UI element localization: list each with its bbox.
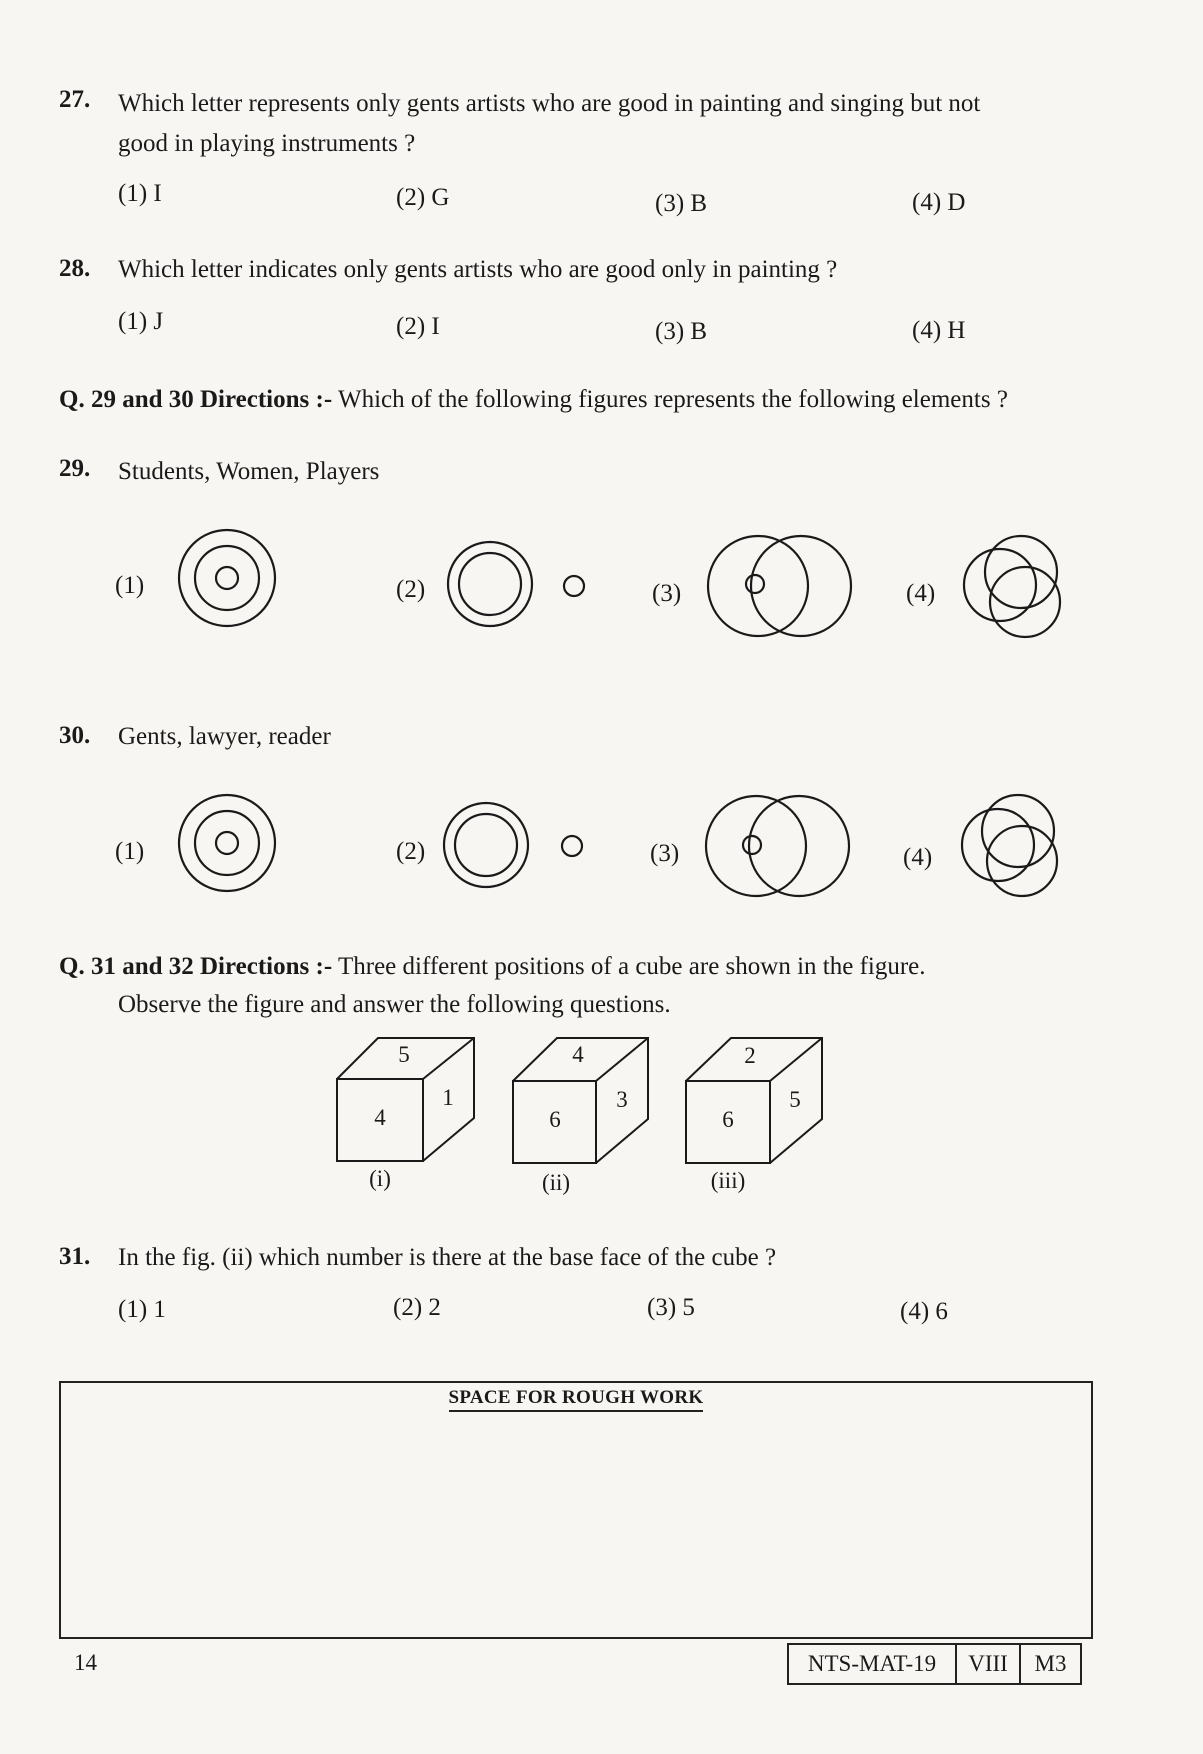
q27-text: Which letter represents only gents artists who are good in painting and singing but not: [118, 90, 981, 117]
q30-option-4: (4): [903, 844, 933, 871]
directions-text: Which of the following figures represents the following elements ?: [337, 386, 1008, 413]
q31-text: In the fig. (ii) which number is there at the base face of the cube ?: [118, 1244, 777, 1271]
q27-option-2: (2) G: [396, 184, 450, 211]
cube-iii-top-value: 2: [744, 1043, 756, 1068]
rough-work-title: SPACE FOR ROUGH WORK: [449, 1387, 704, 1412]
q30-overlapping-circles: [706, 796, 849, 896]
cube-ii-top-value: 4: [572, 1042, 584, 1067]
q30-option-3: (3): [650, 840, 680, 867]
cube-iii-front-value: 6: [722, 1107, 734, 1132]
q29-option-4: (4): [906, 580, 936, 607]
page-number: 14: [74, 1650, 97, 1675]
q30-three-intersecting-circles: [962, 795, 1057, 896]
q30-option-1: (1): [115, 838, 145, 865]
q30-circle-with-separate-circle: [444, 803, 582, 887]
q28-option-2: (2) I: [396, 313, 440, 340]
cube-ii-side-value: 3: [616, 1087, 628, 1112]
q29-text: Students, Women, Players: [118, 458, 380, 485]
cube-iii-caption: (iii): [710, 1168, 746, 1193]
cube-i-front-value: 4: [374, 1105, 386, 1130]
q31-option-2: (2) 2: [393, 1294, 441, 1321]
rough-work-box: [59, 1381, 1093, 1639]
cube-ii-caption: (ii): [541, 1170, 571, 1195]
cube-iii-side-value: 5: [789, 1087, 801, 1112]
q28-option-1: (1) J: [118, 308, 164, 335]
q29-concentric-circles: [179, 530, 275, 626]
q27-option-1: (1) I: [118, 180, 162, 207]
q27-text-cont: good in playing instruments ?: [118, 130, 416, 157]
cube-i-top-value: 5: [398, 1042, 410, 1067]
q29-number: 29.: [59, 455, 91, 482]
cube-i-caption: (i): [369, 1166, 391, 1191]
q28-option-4: (4) H: [912, 317, 966, 344]
q29-circle-with-separate-circle: [448, 542, 584, 626]
class-code: VIII: [955, 1643, 1021, 1685]
q31-option-1: (1) 1: [118, 1296, 166, 1323]
set-code: M3: [1019, 1643, 1082, 1685]
q30-concentric-circles: [179, 795, 275, 891]
cube-i-side-value: 1: [442, 1085, 454, 1110]
q29-option-2: (2): [396, 576, 426, 603]
directions-text: Three different positions of a cube are shown in the figure.: [337, 953, 926, 980]
q27-number: 27.: [59, 86, 91, 113]
q27-option-4: (4) D: [912, 189, 966, 216]
q29-option-1: (1): [115, 572, 145, 599]
q31-option-3: (3) 5: [647, 1294, 695, 1321]
cube-ii-front-value: 6: [549, 1107, 561, 1132]
q31-option-4: (4) 6: [900, 1298, 948, 1325]
q29-three-intersecting-circles: [964, 536, 1060, 637]
q29-overlapping-circles: [708, 536, 851, 636]
q31-number: 31.: [59, 1243, 91, 1270]
q28-text: Which letter indicates only gents artists who are good only in painting ?: [118, 256, 838, 283]
paper-code: NTS-MAT-19: [787, 1643, 957, 1685]
q30-number: 30.: [59, 722, 91, 749]
q30-option-2: (2): [396, 838, 426, 865]
q28-number: 28.: [59, 255, 91, 282]
q28-option-3: (3) B: [655, 318, 708, 345]
directions-31-32: [59, 947, 926, 987]
directions-text-cont: Observe the figure and answer the following questions.: [118, 991, 671, 1018]
q27-option-3: (3) B: [655, 190, 708, 217]
q30-text: Gents, lawyer, reader: [118, 723, 331, 750]
directions-label: Q. 29 and 30 Directions :-: [59, 386, 333, 413]
directions-label: Q. 31 and 32 Directions :-: [59, 953, 333, 980]
q29-option-3: (3): [652, 580, 682, 607]
